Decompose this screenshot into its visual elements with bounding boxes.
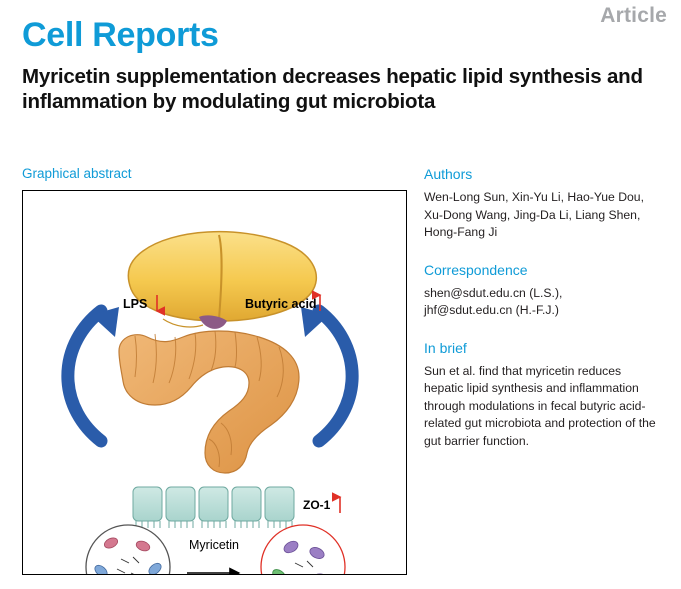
myricetin-label: Myricetin xyxy=(189,538,240,552)
article-type-label: Article xyxy=(600,4,667,27)
lps-label: LPS xyxy=(123,297,148,311)
correspondence-heading: Correspondence xyxy=(424,261,528,278)
microbiota-diagram xyxy=(86,525,345,574)
colon-illustration xyxy=(119,331,299,473)
zo1-label: ZO-1 xyxy=(303,498,331,512)
right-column xyxy=(424,166,662,450)
butyric-acid-label: Butyric acid xyxy=(245,297,317,311)
correspondence-email-2[interactable]: jhf@sdut.edu.cn (H.-F.J.) xyxy=(424,303,559,317)
liver-illustration xyxy=(128,232,316,329)
graphical-abstract-figure xyxy=(22,190,407,575)
journal-title: Cell Reports xyxy=(22,16,219,54)
epithelial-cells xyxy=(133,487,340,528)
graphical-abstract-heading: Graphical abstract xyxy=(22,166,132,181)
butyric-acid-label-group xyxy=(245,295,320,311)
page-title: Myricetin supplementation decreases hepatic lipid synthesis and inflammation by modulating gut microbiota xyxy=(22,65,643,113)
correspondence-email-1[interactable]: shen@sdut.edu.cn (L.S.), xyxy=(424,285,563,300)
authors-list: Wen-Long Sun, Xin-Yu Li, Hao-Yue Dou, Xu-Dong Wang, Jing-Da Li, Liang Shen, Hong-Fang Ji xyxy=(424,190,644,239)
in-brief-heading: In brief xyxy=(424,339,467,356)
authors-heading: Authors xyxy=(424,166,473,182)
in-brief-text: Sun et al. find that myricetin reduces hepatic lipid synthesis and inflammation through modulations in fecal butyric acid-related gut microbiota and protection of the gut barrier function. xyxy=(424,363,656,448)
